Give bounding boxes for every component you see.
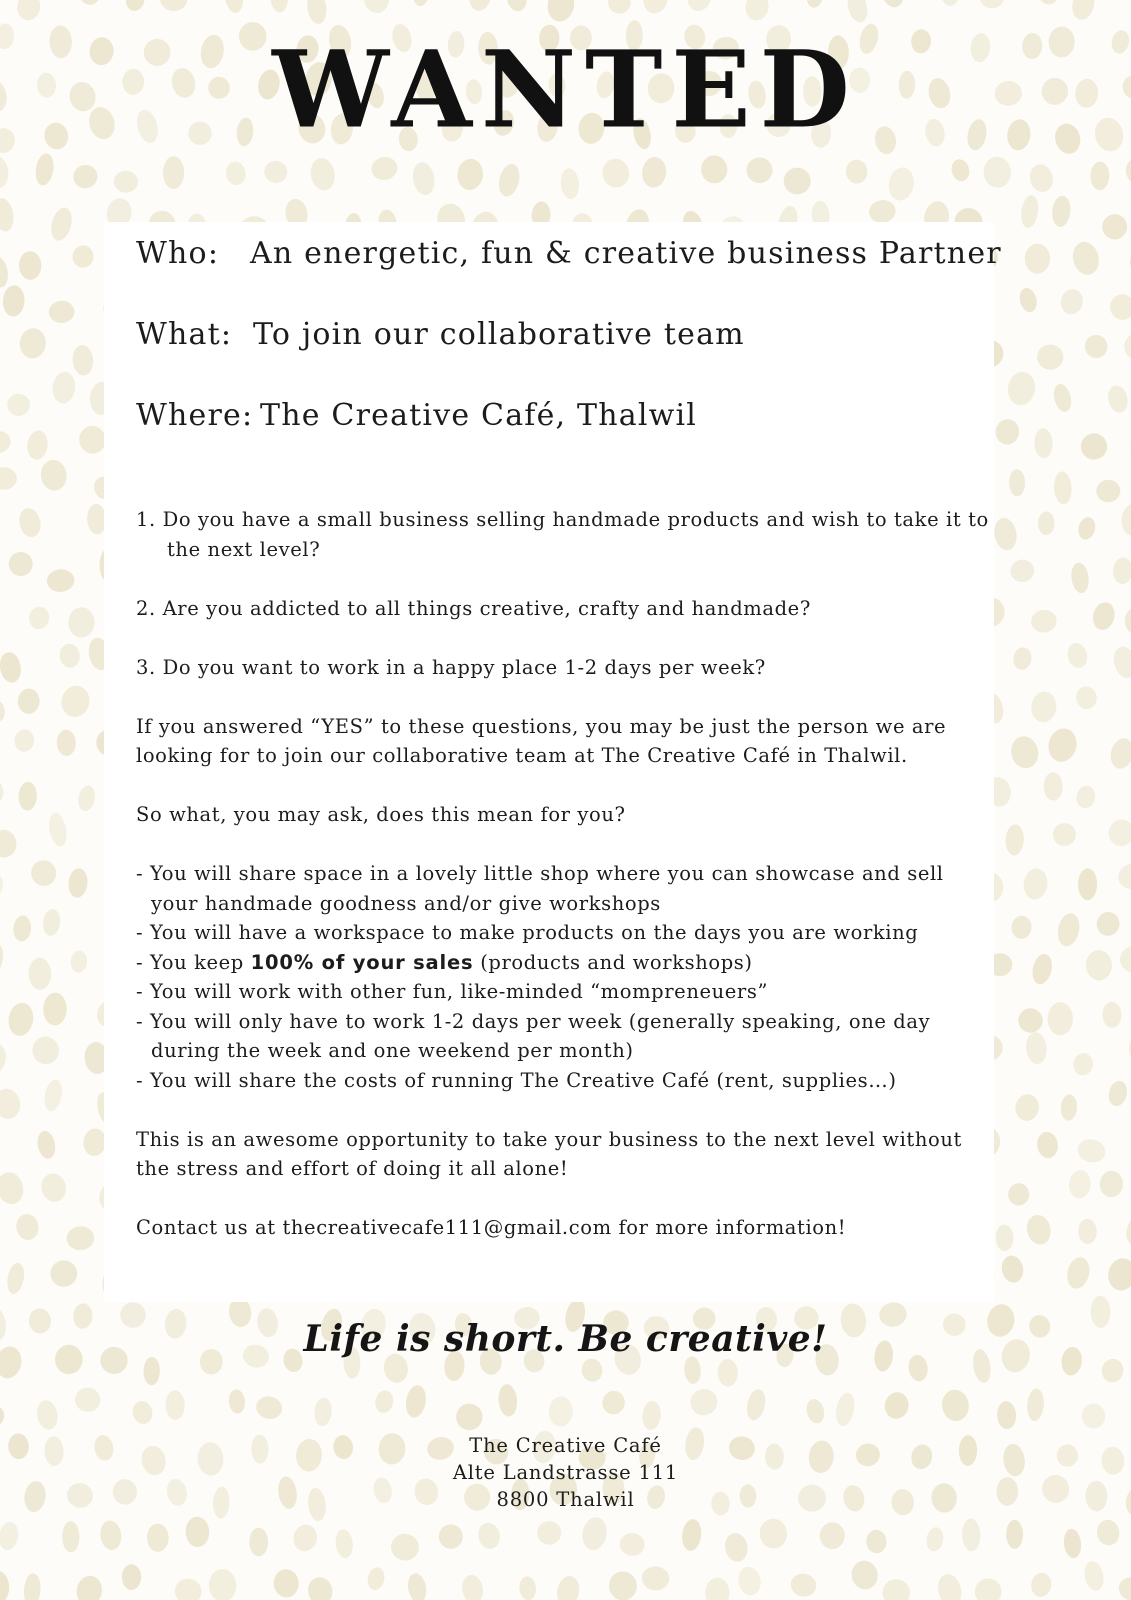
background-dot (14, 1212, 41, 1242)
background-dot (879, 0, 907, 9)
background-dot (560, 168, 581, 200)
background-dot (0, 829, 17, 858)
benefit-item: - You will share the costs of running The Creative Café (rent, supplies…) (136, 1068, 897, 1092)
background-dot (1034, 428, 1053, 459)
background-dot (1036, 1131, 1060, 1160)
background-dot (1008, 734, 1041, 771)
background-dot (0, 256, 10, 289)
background-dot (554, 1574, 581, 1600)
background-dot (0, 698, 7, 724)
background-dot (1030, 608, 1059, 634)
background-dot (18, 781, 37, 811)
who-line (136, 236, 1002, 271)
background-dot (1085, 949, 1113, 981)
background-dot (975, 1578, 1002, 1600)
where-label: Where: (136, 398, 254, 433)
background-dot (1017, 286, 1039, 314)
background-dot (1112, 557, 1131, 585)
background-dot (641, 1566, 670, 1592)
background-dot (685, 0, 714, 14)
background-dot (124, 0, 147, 13)
background-dot (865, 1529, 887, 1554)
background-dot (518, 1576, 537, 1600)
background-dot (1119, 500, 1131, 538)
background-dot (0, 872, 5, 897)
background-dot (1074, 784, 1097, 810)
background-dot (1124, 1215, 1131, 1247)
background-dot (17, 688, 41, 715)
background-dot (1095, 1518, 1121, 1547)
background-dot (46, 812, 69, 848)
background-dot (640, 0, 671, 16)
background-dot (29, 1034, 62, 1067)
background-dot (0, 1087, 23, 1121)
background-dot (496, 162, 523, 199)
background-dot (0, 1402, 7, 1430)
background-dot (71, 163, 99, 190)
background-dot (7, 393, 31, 416)
background-dot (130, 1399, 155, 1426)
contact-paragraph: Contact us at thecreativecafe111@gmail.com for more information! (136, 1216, 847, 1239)
background-dot (39, 458, 68, 492)
background-dot (291, 1522, 320, 1554)
where-line (136, 398, 697, 433)
background-dot (412, 0, 431, 7)
background-dot (536, 1520, 563, 1546)
benefit-item: - You will share space in a lovely little shop where you can showcase and sell your handmade goodness and/or give workshops (136, 862, 944, 915)
background-dot (76, 0, 102, 7)
background-dot (1125, 608, 1131, 634)
background-dot (1064, 1255, 1092, 1291)
ask-paragraph: So what, you may ask, does this mean for you? (136, 803, 626, 826)
background-dot (1030, 1572, 1053, 1599)
background-dot (925, 1526, 946, 1553)
background-dot (579, 1357, 604, 1384)
background-dot (1010, 559, 1035, 583)
background-dot (1006, 1520, 1023, 1549)
background-dot (249, 1528, 268, 1557)
background-dot (308, 156, 337, 192)
background-dot (689, 1387, 719, 1417)
background-dot (849, 1558, 881, 1592)
background-dot (1078, 1219, 1097, 1245)
address-block (0, 1432, 1131, 1513)
background-dot (313, 1397, 333, 1427)
benefit-item (136, 948, 996, 978)
background-dot (1078, 431, 1109, 462)
background-dot (0, 1520, 20, 1551)
background-dot (935, 1572, 965, 1600)
background-dot (1065, 641, 1090, 670)
background-dot (940, 1388, 971, 1423)
background-dot (70, 950, 89, 974)
background-dot (27, 605, 51, 631)
background-dot (1017, 1008, 1043, 1034)
background-dot (867, 198, 897, 224)
background-dot (29, 858, 59, 889)
background-dot (13, 729, 35, 753)
background-dot (880, 1576, 914, 1600)
background-dot (833, 1391, 857, 1427)
background-dot (48, 205, 75, 243)
background-dot (1109, 293, 1131, 321)
background-dot (0, 467, 17, 490)
background-dot (1048, 1002, 1073, 1035)
background-dot (1108, 736, 1131, 771)
background-dot (0, 777, 4, 806)
background-dot (705, 1578, 729, 1600)
background-dot (48, 300, 75, 323)
background-dot (39, 1171, 69, 1204)
background-dot (0, 1170, 26, 1207)
background-dot (1078, 868, 1097, 900)
poster-body (136, 505, 996, 1243)
background-dot (1106, 384, 1131, 415)
background-dot (476, 1521, 503, 1552)
background-dot (8, 552, 33, 577)
question-2: 2. Are you addicted to all things creative, crafty and handmade? (136, 596, 811, 620)
background-dot (999, 1254, 1025, 1285)
background-dot (25, 429, 49, 461)
background-dot (0, 197, 16, 233)
background-dot (143, 1357, 160, 1386)
background-dot (456, 158, 485, 192)
background-dot (1010, 915, 1032, 940)
background-dot (1022, 867, 1050, 901)
background-dot (744, 1387, 768, 1422)
background-dot (1118, 944, 1131, 975)
benefit-text: (products and workshops) (473, 950, 753, 974)
question-1: 1. Do you have a small business selling handmade products and wish to take it to the next level? (136, 508, 989, 561)
background-dot (122, 1564, 142, 1590)
background-dot (0, 651, 23, 685)
background-dot (1122, 331, 1131, 360)
background-dot (71, 244, 95, 269)
background-dot (72, 344, 95, 376)
background-dot (883, 1390, 911, 1420)
background-dot (607, 0, 631, 14)
background-dot (1082, 1560, 1106, 1593)
background-dot (1058, 287, 1085, 317)
address-name: The Creative Café (469, 1434, 662, 1457)
background-dot (600, 157, 631, 190)
background-dot (804, 1397, 827, 1425)
background-dot (1014, 1093, 1041, 1123)
background-dot (1053, 823, 1076, 846)
background-dot (454, 1401, 485, 1432)
benefit-highlight: 100% of your sales (250, 950, 474, 974)
background-dot (497, 1383, 518, 1417)
background-dot (0, 510, 1, 538)
background-dot (1019, 194, 1040, 229)
background-dot (76, 784, 97, 812)
background-dot (1024, 1213, 1054, 1247)
background-dot (1053, 471, 1072, 505)
background-dot (1069, 239, 1102, 278)
background-dot (223, 0, 246, 14)
benefit-item: - You will only have to work 1-2 days per week (generally speaking, one day during the week and one weekend per month) (136, 1009, 931, 1062)
background-dot (160, 0, 188, 11)
background-dot (1070, 562, 1091, 595)
background-dot (406, 1572, 429, 1600)
background-dot (390, 1533, 420, 1562)
background-dot (334, 1528, 354, 1559)
background-dot (1101, 213, 1129, 241)
background-dot (1051, 195, 1072, 228)
background-dot (845, 159, 868, 184)
background-dot (962, 1518, 981, 1551)
background-dot (1012, 646, 1033, 671)
background-dot (16, 506, 43, 539)
background-dot (1081, 1403, 1106, 1430)
background-dot (1084, 334, 1108, 359)
background-dot (46, 568, 76, 593)
background-dot (1090, 161, 1109, 190)
background-dot (185, 1516, 210, 1547)
background-dot (411, 161, 437, 197)
benefit-item: - You will have a workspace to make products on the days you are working (136, 921, 919, 944)
background-dot (1038, 511, 1055, 535)
background-dot (42, 908, 62, 937)
background-dot (51, 371, 77, 405)
background-dot (56, 729, 76, 756)
background-dot (1030, 952, 1055, 986)
background-dot (467, 0, 493, 12)
background-dot (19, 251, 42, 280)
background-dot (1099, 1356, 1126, 1384)
background-dot (1106, 1079, 1129, 1108)
background-dot (1008, 1183, 1029, 1205)
background-dot (50, 1260, 77, 1287)
background-dot (35, 1398, 60, 1431)
background-dot (366, 1566, 387, 1592)
where-value: The Creative Café, Thalwil (260, 398, 698, 433)
background-dot (74, 1386, 102, 1413)
background-dot (1051, 382, 1074, 413)
intro-paragraph: If you answered “YES” to these questions, you may be just the person we are looking for to join our collaborative team at The Creative Café in Thalwil. (136, 714, 947, 767)
background-dot (1043, 772, 1062, 801)
background-dot (67, 867, 89, 898)
background-dot (1096, 479, 1121, 503)
background-dot (66, 1226, 95, 1251)
what-label: What: (136, 317, 233, 352)
background-dot (18, 327, 47, 359)
background-dot (35, 1129, 57, 1160)
background-dot (1027, 162, 1056, 194)
background-dot (783, 167, 811, 195)
background-dot (1110, 644, 1131, 681)
background-dot (1068, 1169, 1092, 1199)
opportunity-paragraph: This is an awesome opportunity to take your business to the next level without the stress and effort of doing it all alone! (136, 1127, 962, 1180)
background-dot (269, 0, 289, 13)
background-dot (58, 683, 92, 720)
background-dot (1006, 370, 1038, 407)
background-dot (995, 1224, 1013, 1251)
background-dot (1072, 1052, 1094, 1076)
background-dot (992, 516, 1019, 552)
background-dot (228, 1389, 246, 1414)
background-dot (1045, 725, 1080, 764)
background-dot (99, 1519, 124, 1551)
what-value: To join our collaborative team (253, 317, 745, 352)
background-dot (886, 165, 916, 202)
background-dot (580, 1515, 609, 1552)
background-dot (147, 1523, 169, 1552)
who-value: An energetic, fun & creative business Partner (250, 236, 1002, 271)
background-dot (439, 1524, 464, 1549)
background-dot (2, 285, 25, 317)
background-dot (273, 1568, 300, 1598)
background-dot (1038, 0, 1060, 5)
poster-title: WANTED (272, 26, 859, 153)
background-dot (43, 992, 67, 1025)
background-dot (262, 159, 289, 186)
background-dot (460, 1573, 485, 1600)
background-dot (23, 1573, 42, 1600)
background-dot (996, 1401, 1017, 1430)
background-dot (977, 0, 1008, 11)
background-dot (1117, 1575, 1131, 1600)
background-dot (0, 941, 6, 978)
background-dot (619, 1532, 646, 1557)
background-dot (1102, 1002, 1122, 1028)
background-dot (505, 0, 529, 13)
background-dot (939, 0, 960, 6)
background-dot (113, 170, 138, 193)
background-dot (0, 429, 12, 455)
background-dot (1124, 157, 1131, 185)
what-line (136, 317, 745, 352)
background-dot (1116, 861, 1131, 892)
background-dot (254, 1394, 285, 1422)
background-dot (1099, 1170, 1124, 1198)
background-dot (1009, 469, 1025, 496)
background-dot (6, 1001, 35, 1038)
background-dot (1075, 1136, 1108, 1165)
background-dot (224, 160, 247, 186)
background-dot (28, 957, 52, 990)
slogan: Life is short. Be creative! (303, 1318, 828, 1360)
background-dot (1055, 911, 1082, 948)
background-dot (1025, 1031, 1048, 1065)
background-dot (1025, 244, 1050, 274)
background-dot (58, 643, 81, 669)
background-dot (1030, 690, 1058, 723)
background-dot (1076, 515, 1098, 541)
background-dot (12, 915, 32, 942)
background-dot (0, 1042, 8, 1076)
background-dot (759, 1518, 789, 1550)
background-dot (1060, 1094, 1078, 1121)
background-dot (208, 1568, 237, 1600)
background-dot (717, 1359, 738, 1387)
background-dot (994, 418, 1020, 446)
background-dot (5, 1261, 27, 1295)
background-dot (1128, 247, 1131, 276)
background-dot (1105, 1256, 1131, 1293)
benefit-item: - You will work with other fun, like-minded “mompreneuers” (136, 980, 769, 1003)
benefit-text: - You keep (136, 950, 251, 974)
background-dot (1062, 1528, 1082, 1559)
background-dot (1074, 685, 1098, 711)
background-dot (1026, 1388, 1045, 1422)
background-dot (1005, 824, 1025, 856)
background-dot (68, 607, 95, 638)
background-dot (404, 1384, 428, 1419)
background-dot (1107, 818, 1131, 848)
background-dot (736, 1565, 763, 1597)
background-dot (305, 1575, 335, 1600)
background-dot (600, 1389, 627, 1417)
who-label: Who: (136, 236, 220, 271)
background-dot (1037, 344, 1064, 370)
background-dot (680, 1518, 702, 1552)
address-street: Alte Landstrasse 111 (452, 1461, 679, 1484)
background-dot (172, 1576, 203, 1600)
background-dot (74, 1574, 104, 1600)
background-dot (723, 1531, 750, 1564)
background-dot (0, 1570, 9, 1600)
background-dot (1090, 600, 1117, 632)
background-dot (641, 1400, 662, 1431)
background-dot (165, 1390, 185, 1420)
background-dot (362, 0, 391, 15)
question-3: 3. Do you want to work in a happy place 1-2 days per week? (136, 655, 766, 679)
background-dot (1095, 910, 1122, 938)
background-dot (819, 1522, 846, 1550)
background-dot (62, 1521, 79, 1552)
background-dot (548, 1396, 573, 1427)
background-dot (42, 1078, 65, 1113)
background-dot (805, 0, 824, 8)
background-dot (373, 1389, 395, 1415)
address-city: 8800 Thalwil (496, 1488, 635, 1511)
background-dot (789, 1571, 819, 1598)
background-dot (607, 1569, 639, 1600)
